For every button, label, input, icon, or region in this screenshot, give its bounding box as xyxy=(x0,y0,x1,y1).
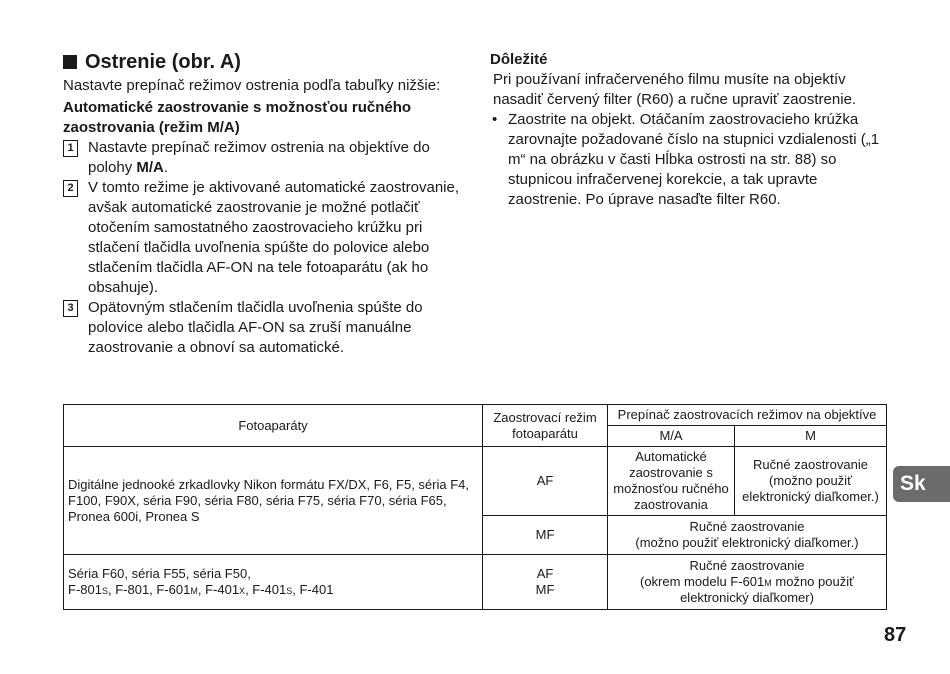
row2-result-line2 xyxy=(612,574,882,590)
important-bullet xyxy=(490,110,890,210)
step-3 xyxy=(63,298,463,358)
result-text: (okrem modelu F-601 xyxy=(640,574,765,589)
camera-text: , F-801, F-601 xyxy=(107,582,191,597)
page-number: 87 xyxy=(884,624,907,646)
right-column xyxy=(490,50,890,210)
row2-cameras-line1: Séria F60, séria F55, séria F50, xyxy=(68,566,251,581)
step-text: V tomto režime je aktivované automatické zaostrovanie, avšak automatické zaostrovanie je možné potlačiť otočením samostatného zaostrovacieho krúžku pri stlačení tlačidla uvoľnenia spúšte do polovice alebo stlačením tlačidla AF-ON na tele fotoaparátu (ak ho obsahuje). xyxy=(88,179,460,296)
table-row xyxy=(64,447,887,516)
camera-suffix: x xyxy=(239,582,246,597)
camera-suffix: s xyxy=(286,582,293,597)
important-body: Pri používaní infračerveného filmu musíte na objektív nasadiť červený filter (R60) a ručne upraviť zaostrenie. xyxy=(493,71,857,108)
step-text xyxy=(88,138,463,178)
step-text-part: . xyxy=(163,159,169,176)
row2-result xyxy=(608,555,887,610)
header-cameras: Fotoaparáty xyxy=(64,405,483,447)
step-1 xyxy=(63,138,463,178)
step-number: 1 xyxy=(63,140,78,157)
step-text: Opätovným stlačením tlačidla uvoľnenia spúšte do polovice alebo tlačidla AF-ON sa zruší manuálne zaostrovanie a obnoví sa automatické. xyxy=(88,299,423,356)
important-title: Dôležité xyxy=(490,51,548,68)
camera-suffix: s xyxy=(101,582,108,597)
step-number: 2 xyxy=(63,180,78,197)
row1-af-m: Ručné zaostrovanie (možno použiť elektronický diaľkomer.) xyxy=(735,447,887,516)
row1-cameras: Digitálne jednooké zrkadlovky Nikon formátu FX/DX, F6, F5, séria F4, F100, F90X, séria F90, séria F80, séria F75, séria F70, séria F65, Pronea 600i, Pronea S xyxy=(64,447,483,555)
row2-mode-af: AF xyxy=(536,566,554,581)
table-header-row xyxy=(64,405,887,426)
row2-result-line3: elektronický diaľkomer) xyxy=(680,590,814,605)
header-lens-switch: Prepínač zaostrovacích režimov na objektíve xyxy=(608,405,887,426)
focus-mode-table xyxy=(63,404,887,610)
row1-af-mode: AF xyxy=(483,447,608,516)
row1-mf-mode: MF xyxy=(483,516,608,555)
row1-mf-line1: Ručné zaostrovanie xyxy=(689,519,805,534)
step-2 xyxy=(63,178,463,298)
row2-result-line1: Ručné zaostrovanie xyxy=(689,558,805,573)
camera-text: , F-401 xyxy=(292,582,334,597)
camera-text: , F-401 xyxy=(197,582,240,597)
row2-cameras-line2 xyxy=(68,582,478,598)
language-tab: Sk xyxy=(893,466,950,502)
bullet-dot-icon: • xyxy=(492,111,498,128)
header-ma: M/A xyxy=(608,426,735,447)
step-text-part: Nastavte prepínač režimov ostrenia na objektíve do polohy xyxy=(88,139,430,176)
row1-mf-line2: (možno použiť elektronický diaľkomer.) xyxy=(635,535,859,550)
step-text-bold: M/A xyxy=(136,159,164,176)
camera-text: F-801 xyxy=(68,582,102,597)
bullet-text: Zaostrite na objekt. Otáčaním zaostrovacieho krúžka zarovnajte požadované číslo na stupnici vzdialenosti („1 m“ na obrázku v časti Hĺbka ostrosti na str. 88) so stupnicou infračervenej korekcie, a tak upravte zaostrenie. Po úprave nasaďte filter R60. xyxy=(508,111,880,208)
header-camera-mode: Zaostrovací režim fotoaparátu xyxy=(483,405,608,447)
camera-suffix: m xyxy=(190,582,198,597)
step-number: 3 xyxy=(63,300,78,317)
left-column xyxy=(63,50,463,358)
section-title-text: Ostrenie (obr. A) xyxy=(85,51,241,73)
intro-text: Nastavte prepínač režimov ostrenia podľa tabuľky nižšie: xyxy=(63,77,441,94)
header-m: M xyxy=(735,426,887,447)
section-title xyxy=(63,50,463,74)
row2-mode-mf: MF xyxy=(535,582,555,597)
row1-af-ma: Automatické zaostrovanie s možnosťou ručného zaostrovania xyxy=(608,447,735,516)
sub-heading: Automatické zaostrovanie s možnosťou ručného zaostrovania (režim M/A) xyxy=(63,99,412,136)
row1-mf-result xyxy=(608,516,887,555)
result-text: možno použiť xyxy=(771,574,854,589)
camera-text: , F-401 xyxy=(245,582,287,597)
row2-modes xyxy=(483,555,608,610)
row2-cameras xyxy=(64,555,483,610)
table-row xyxy=(64,555,887,610)
result-suffix: m xyxy=(764,574,772,589)
square-bullet-icon xyxy=(63,55,77,69)
